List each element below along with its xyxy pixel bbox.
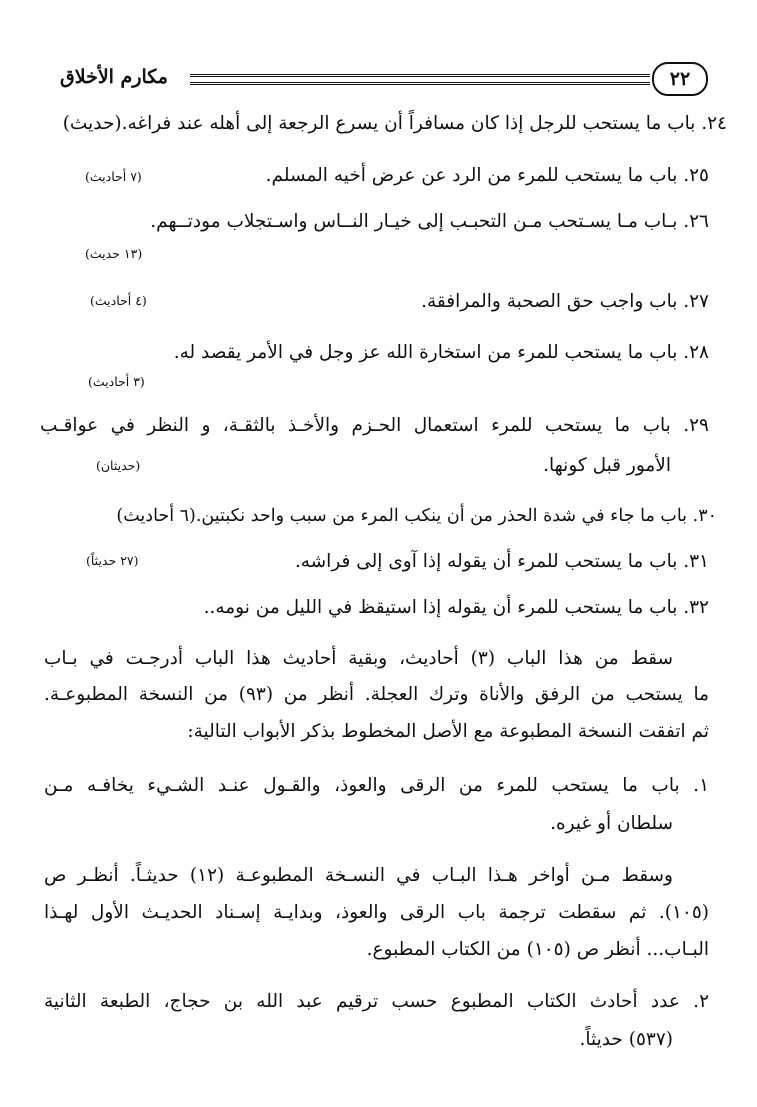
hadith-count-31: (٢٧ حديثاً) [86,553,139,568]
hadith-count-26: (١٣ حديث) [85,246,143,261]
header-rule-top [190,74,650,77]
dropped-line-1: وسقط مـن أواخر هـذا البـاب في النسـخة المطبوعـة (١٢) حديثـاً. أنظـر ص [44,865,673,886]
chapter-entry-27: ٢٧. باب واجب حق الصحبة والمرافقة. [421,291,709,312]
item-2-line-2: (٥٣٧) حديثاً. [579,1029,673,1050]
dropped-line-2: (١٠٥). ثم سقطت ترجمة باب الرقى والعوذ، وبدايـة إسـناد الحديـث الأول لهـذا [44,902,709,923]
item-2-line-1: ٢. عدد أحادث الكتاب المطبوع حسب ترقيم عبد الله بن حجاج، الطبعة الثانية [44,991,709,1012]
item-1-line-1: ١. باب ما يستحب للمرء من الرقى والعوذ، والقـول عنـد الشـيء يخافـه مـن [44,775,709,796]
hadith-count-29: (حديثان) [96,458,141,473]
dropped-line-3: البـاب... أنظر ص (١٠٥) من الكتاب المطبوع. [366,939,709,960]
book-title: مكارم الأخلاق [60,66,168,88]
note-line-3: ثم اتفقت النسخة المطبوعة مع الأصل المخطوط بذكر الأبواب التالية: [187,721,709,742]
note-line-1: سقط من هذا الباب (٣) أحاديث، وبقية أحاديث هذا الباب أدرجـت في بـاب [44,648,673,669]
hadith-count-28: (٣ أحاديث) [88,374,145,389]
chapter-entry-25: ٢٥. باب ما يستحب للمرء من الرد عن عرض أخيه المسلم. [265,165,709,186]
chapter-entry-24: ٢٤. باب ما يستحب للرجل إذا كان مسافراً أن يسرع الرجعة إلى أهله عند فراغه.(حديث) [62,113,727,134]
hadith-count-25: (٧ أحاديث) [85,169,142,184]
chapter-entry-29-continued: الأمور قبل كونها. [543,455,671,476]
chapter-entry-29: ٢٩. باب ما يستحب للمرء استعمال الحـزم والأخـذ بالثقـة، و النظر في عواقـب [40,415,709,436]
hadith-count-27: (٤ أحاديث) [90,293,147,308]
chapter-entry-26: ٢٦. بـاب مـا يسـتحب مـن التحبـب إلى خيـار النــاس واسـتجلاب مودتــهم. [150,211,709,232]
chapter-entry-31: ٣١. باب ما يستحب للمرء أن يقوله إذا آوى إلى فراشه. [294,551,709,572]
page-header [60,60,710,100]
item-1-line-2: سلطان أو غيره. [550,813,673,834]
chapter-entry-30: ٣٠. باب ما جاء في شدة الحذر من أن ينكب المرء من سبب واحد نكبتين.(٦ أحاديث) [116,506,717,526]
chapter-entry-28: ٢٨. باب ما يستحب للمرء من استخارة الله عز وجل في الأمر يقصد له. [173,342,709,363]
page-number: ٢٢ [652,62,708,96]
chapter-entry-32: ٣٢. باب ما يستحب للمرء أن يقوله إذا استيقظ في الليل من نومه.. [203,597,709,618]
header-rule-bottom [190,82,650,85]
note-line-2: ما يستحب من الرفق والأناة وترك العجلة. أنظر من (٩٣) من النسخة المطبوعـة. [44,684,710,705]
